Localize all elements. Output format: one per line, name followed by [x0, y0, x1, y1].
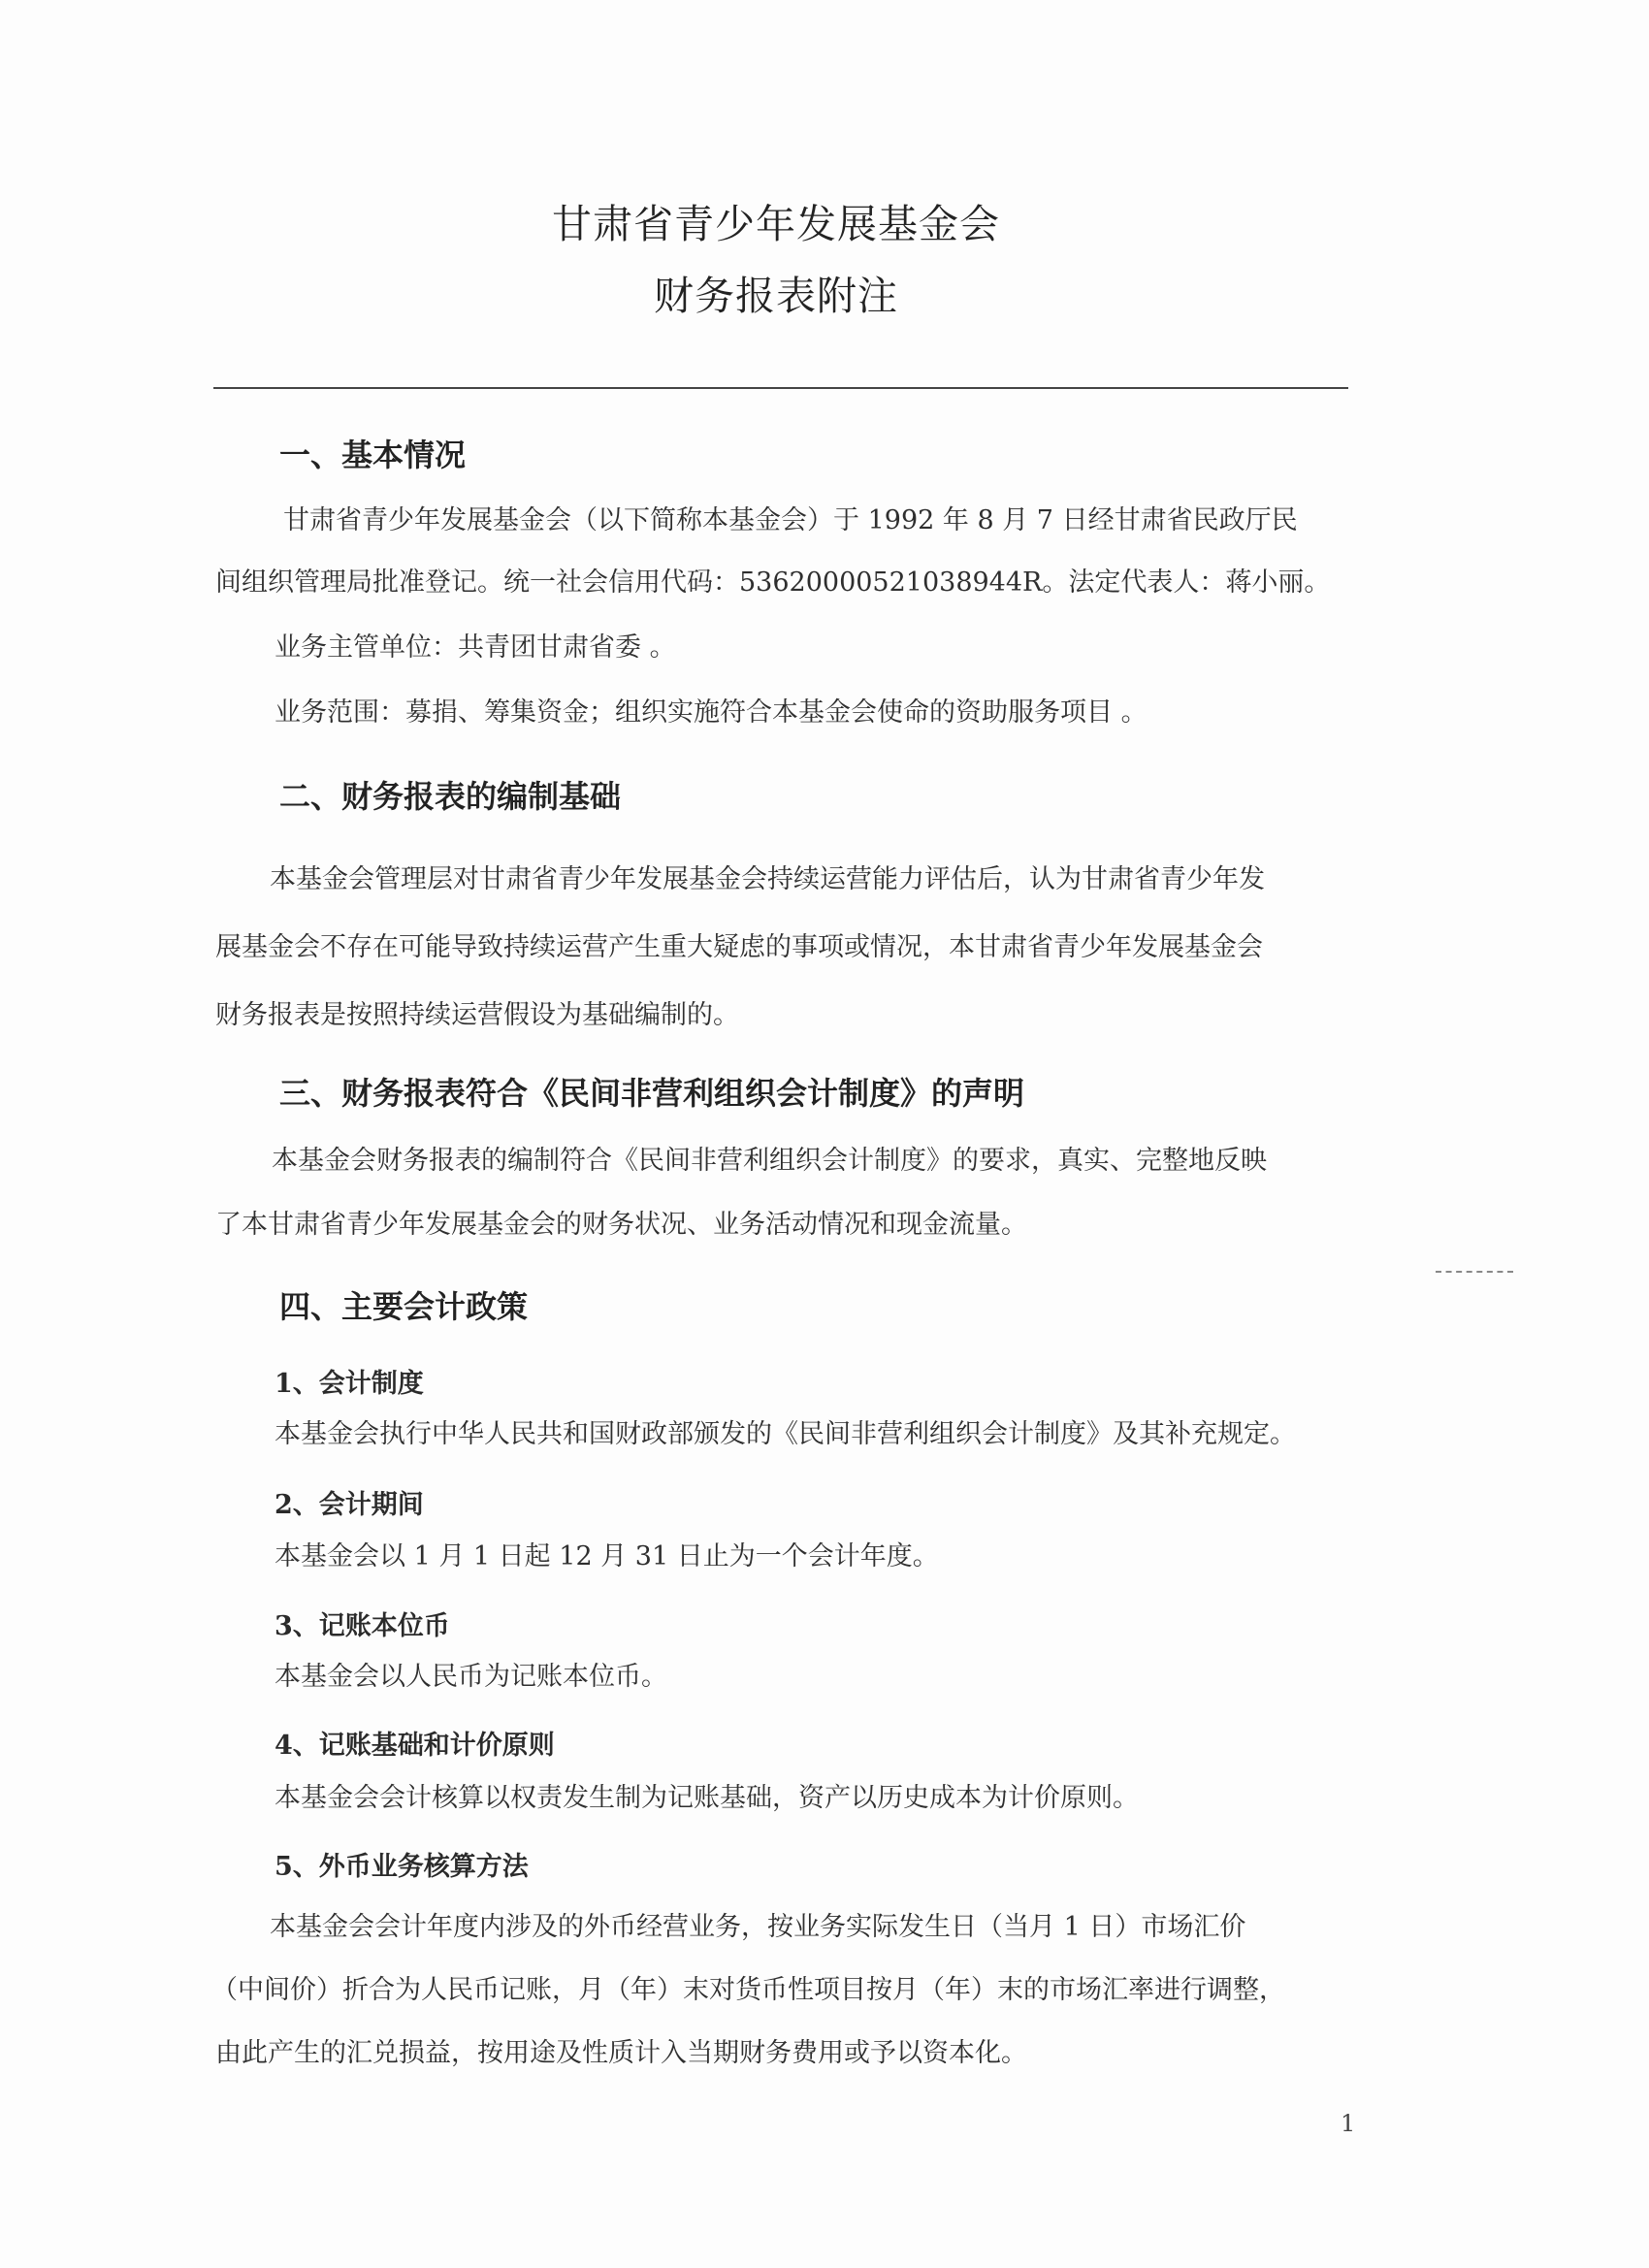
section-1-supervisor: 业务主管单位：共青团甘肃省委 。	[275, 632, 676, 663]
section-3-heading: 三、财务报表符合《民间非营利组织会计制度》的声明	[279, 1075, 1025, 1112]
section-3-line-2: 了本甘肃省青少年发展基金会的财务状况、业务活动情况和现金流量。	[215, 1210, 1027, 1240]
policy-5-title: 5、外币业务核算方法	[275, 1852, 529, 1882]
policy-4-title: 4、记账基础和计价原则	[275, 1731, 555, 1761]
policy-2-text: 本基金会以 1 月 1 日起 12 月 31 日止为一个会计年度。	[275, 1541, 939, 1571]
policy-2-title: 2、会计期间	[275, 1490, 424, 1520]
section-1-business-scope: 业务范围：募捐、筹集资金；组织实施符合本基金会使命的资助服务项目 。	[275, 697, 1148, 728]
policy-4-text: 本基金会会计核算以权责发生制为记账基础，资产以历史成本为计价原则。	[275, 1783, 1139, 1813]
policy-5-line-2: （中间价）折合为人民币记账，月（年）末对货币性项目按月（年）末的市场汇率进行调整，	[211, 1975, 1285, 2005]
scan-mark	[1436, 1271, 1513, 1273]
policy-5-line-1: 本基金会会计年度内涉及的外币经营业务，按业务实际发生日（当月 1 日）市场汇价	[270, 1912, 1246, 1942]
policy-1-title: 1、会计制度	[275, 1369, 424, 1399]
section-2-line-1: 本基金会管理层对甘肃省青少年发展基金会持续运营能力评估后，认为甘肃省青少年发	[270, 864, 1265, 894]
policy-3-text: 本基金会以人民币为记账本位币。	[275, 1662, 667, 1692]
section-1-paragraph-line-2: 间组织管理局批准登记。统一社会信用代码：53620000521038944R。法定代表人：蒋小丽。	[215, 567, 1331, 598]
section-2-heading: 二、财务报表的编制基础	[279, 778, 622, 815]
section-3-line-1: 本基金会财务报表的编制符合《民间非营利组织会计制度》的要求，真实、完整地反映	[272, 1146, 1267, 1176]
section-1-heading: 一、基本情况	[279, 437, 467, 473]
title-divider	[213, 387, 1348, 389]
section-2-line-3: 财务报表是按照持续运营假设为基础编制的。	[215, 1000, 739, 1030]
section-1-paragraph-line-1: 甘肃省青少年发展基金会（以下简称本基金会）于 1992 年 8 月 7 日经甘肃省民政厅民	[283, 505, 1298, 535]
policy-3-title: 3、记账本位币	[275, 1611, 450, 1641]
document-title: 甘肃省青少年发展基金会	[552, 201, 1000, 247]
document-subtitle: 财务报表附注	[654, 273, 898, 319]
policy-5-line-3: 由此产生的汇兑损益，按用途及性质计入当期财务费用或予以资本化。	[215, 2038, 1027, 2068]
section-4-heading: 四、主要会计政策	[279, 1288, 529, 1325]
section-2-line-2: 展基金会不存在可能导致持续运营产生重大疑虑的事项或情况，本甘肃省青少年发展基金会	[215, 932, 1263, 962]
policy-1-text: 本基金会执行中华人民共和国财政部颁发的《民间非营利组织会计制度》及其补充规定。	[275, 1419, 1296, 1449]
page-number: 1	[1341, 2110, 1356, 2137]
